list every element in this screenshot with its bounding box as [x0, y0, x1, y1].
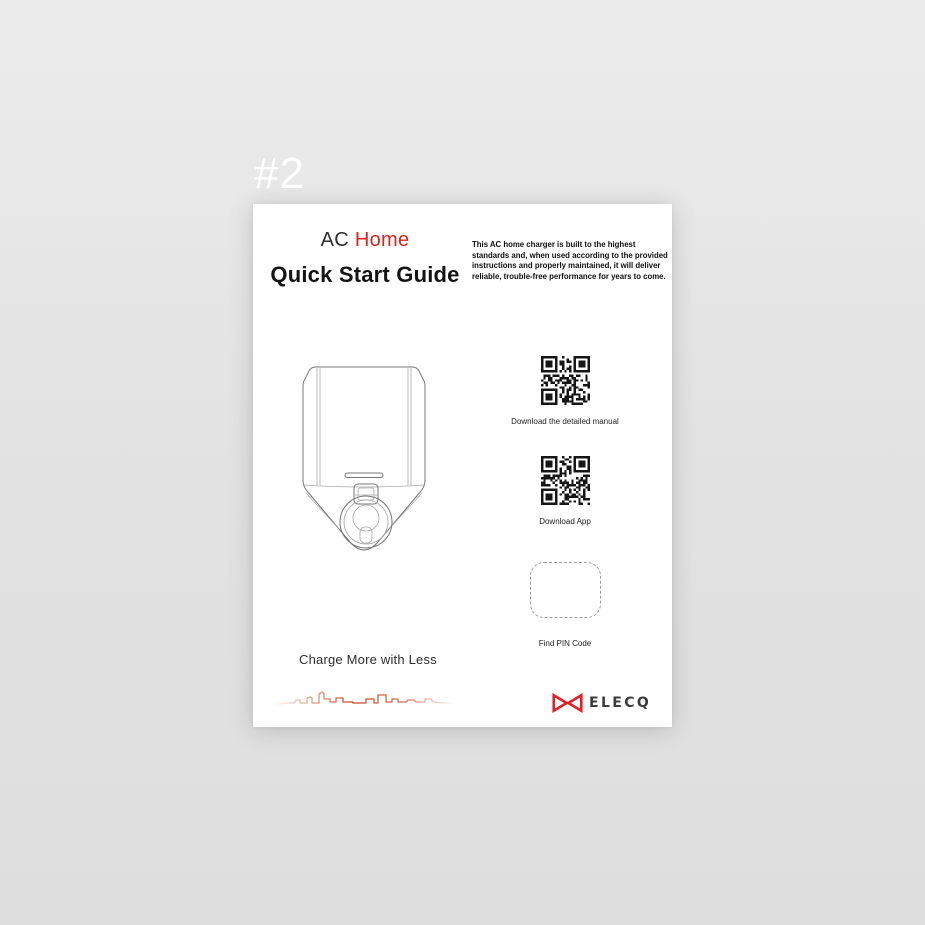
app-qr-caption: Download App: [539, 517, 591, 526]
intro-paragraph: This AC home charger is built to the highest standards and, when used according to the provided instructions and properly maintained, it will deliver reliable, trouble-free performance for years to come.: [472, 240, 668, 281]
elecq-bowtie-icon: [552, 693, 583, 713]
brand-logo: [552, 693, 651, 713]
page-number-badge: #2: [254, 149, 305, 198]
manual-qr-section: [485, 356, 645, 426]
city-skyline-sketch: [273, 685, 459, 711]
qr-code-manual-icon: [541, 356, 590, 405]
qr-code-app-icon: [541, 456, 590, 505]
pin-code-caption: Find PIN Code: [538, 639, 592, 648]
pin-code-section: [485, 562, 645, 648]
tagline-text: Charge More with Less: [299, 652, 437, 667]
pin-code-placeholder-box: [530, 562, 601, 618]
ev-charger-line-drawing: [296, 364, 432, 564]
product-title: [265, 229, 465, 252]
brand-name: ELECQ: [589, 695, 652, 711]
manual-qr-caption: Download the detailed manual: [511, 417, 619, 426]
app-qr-section: [485, 456, 645, 526]
product-title-prefix: AC: [320, 229, 349, 251]
title-block: [265, 229, 465, 288]
quick-start-guide-page: [253, 204, 672, 727]
guide-subtitle: Quick Start Guide: [270, 262, 460, 287]
product-title-accent: Home: [354, 229, 410, 251]
